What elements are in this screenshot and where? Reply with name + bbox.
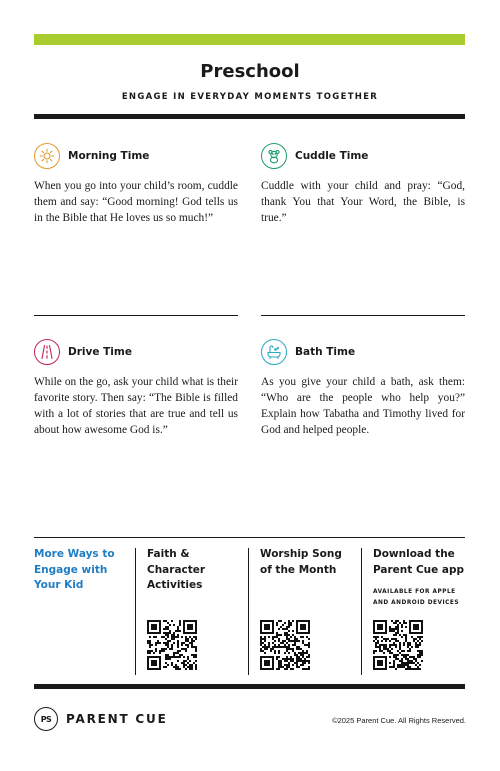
brand-name: PARENT CUE [66, 712, 168, 726]
road-icon [34, 339, 60, 365]
card-title: Morning Time [68, 150, 150, 162]
bathtub-icon [261, 339, 287, 365]
column-divider [361, 548, 362, 675]
divider [34, 315, 238, 316]
card-bath-time [261, 339, 465, 438]
logo-mark: PS [34, 707, 58, 731]
card-body: When you go into your child’s room, cuddle them and say: “Good morning! God tells us in the Bible that He loves us so much!” [34, 180, 238, 224]
card-morning-time [34, 143, 238, 226]
column-divider [135, 548, 136, 675]
card-body: As you give your child a bath, ask them: “Who are the people who help you?” Explain how Tabatha and Timothy lived for God and helped people. [261, 376, 465, 436]
card-cuddle-time [261, 143, 465, 226]
card-body: Cuddle with your child and pray: “God, thank You that Your Word, the Bible, is true.” [261, 180, 465, 224]
qr-code[interactable] [373, 620, 423, 670]
header-divider [34, 114, 465, 119]
qr-code[interactable] [147, 620, 197, 670]
divider [261, 315, 465, 316]
column-title: Download the Parent Cue app [373, 548, 465, 576]
footer-divider [34, 684, 465, 689]
card-drive-time [34, 339, 238, 438]
page-title: Preschool [200, 61, 300, 82]
column-divider [248, 548, 249, 675]
card-title: Cuddle Time [295, 150, 369, 162]
column-title: Faith & Character Activities [147, 548, 206, 591]
card-title: Drive Time [68, 346, 132, 358]
more-ways-title: More Ways to Engage with Your Kid [34, 548, 115, 591]
more-ways-heading [34, 547, 124, 684]
copyright-text: ©2025 Parent Cue. All Rights Reserved. [332, 716, 466, 725]
column-title: Worship Song of the Month [260, 548, 342, 576]
parent-cue-logo [34, 707, 168, 731]
card-title: Bath Time [295, 346, 356, 358]
sun-icon [34, 143, 60, 169]
more-ways-section [34, 537, 465, 674]
teddy-bear-icon [261, 143, 287, 169]
card-body: While on the go, ask your child what is their favorite story. Then say: “The Bible is filled with a lot of stories that are true and tell us about how awesome God is.” [34, 376, 238, 436]
page-subtitle: ENGAGE IN EVERYDAY MOMENTS TOGETHER [121, 92, 379, 102]
qr-code[interactable] [260, 620, 310, 670]
accent-bar [34, 34, 465, 45]
app-availability-note: AVAILABLE FOR APPLE AND ANDROID DEVICES [373, 589, 460, 606]
